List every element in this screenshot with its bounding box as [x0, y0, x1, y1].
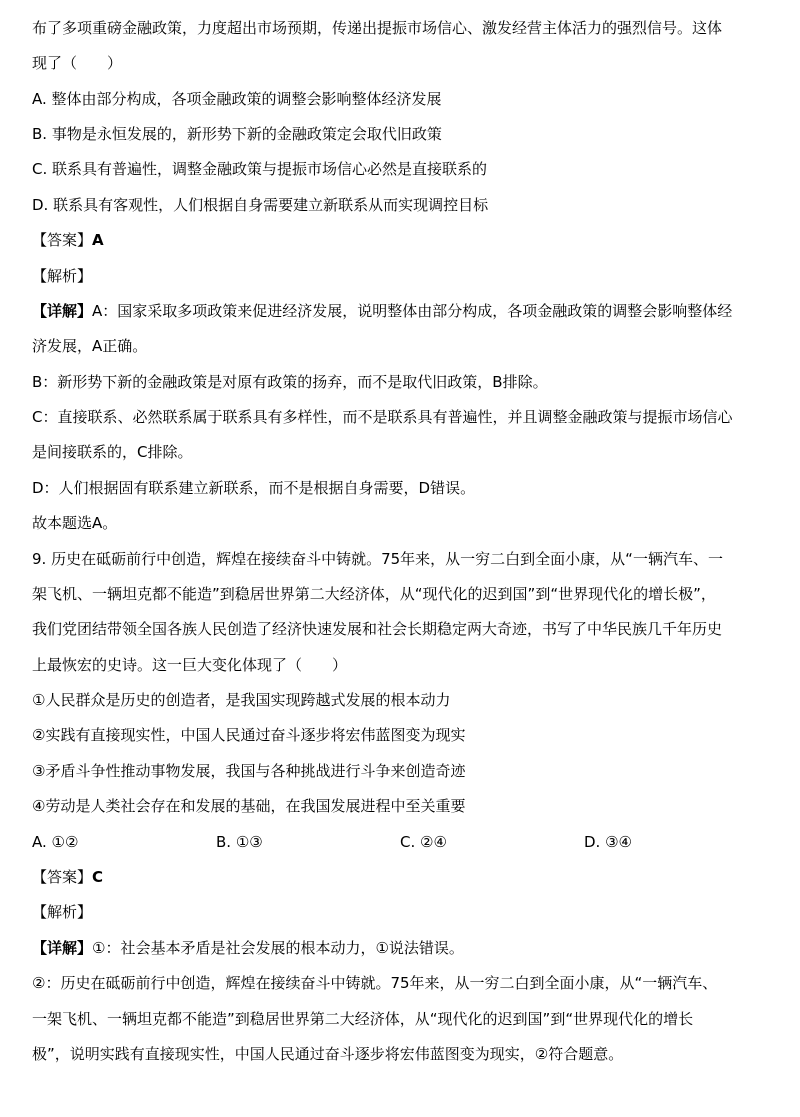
- q9-statement-2: ②实践有直接现实性，中国人民通过奋斗逐步将宏伟蓝图变为现实: [32, 726, 466, 744]
- q9-detail-text-1: ①：社会基本矛盾是社会发展的根本动力，①说法错误。: [92, 939, 464, 957]
- q9-choice-a: A. ①②: [32, 833, 79, 851]
- q9-statement-4: ④劳动是人类社会存在和发展的基础，在我国发展进程中至关重要: [32, 797, 466, 815]
- q9-stem-line-3: 我们党团结带领全国各族人民创造了经济快速发展和社会长期稳定两大奇迹，书写了中华民族几千年历史: [32, 620, 723, 638]
- q9-detail-line-4: 极”，说明实践有直接现实性，中国人民通过奋斗逐步将宏伟蓝图变为现实，②符合题意。: [32, 1045, 624, 1063]
- q8-option-b: B. 事物是永恒发展的，新形势下新的金融政策定会取代旧政策: [32, 125, 442, 143]
- q9-choice-c: C. ②④: [400, 833, 447, 851]
- q8-detail-line-3: B：新形势下新的金融政策是对原有政策的扬弃，而不是取代旧政策，B排除。: [32, 373, 548, 391]
- q9-answer-value: C: [92, 868, 104, 886]
- q8-option-a: A. 整体由部分构成，各项金融政策的调整会影响整体经济发展: [32, 90, 442, 108]
- q9-stem-line-4: 上最恢宏的史诗。这一巨大变化体现了（ ）: [32, 656, 348, 674]
- q9-statement-1: ①人民群众是历史的创造者，是我国实现跨越式发展的根本动力: [32, 691, 451, 709]
- q8-analysis-tag: 【解析】: [32, 267, 93, 285]
- q8-detail-text-1: A：国家采取多项政策来促进经济发展，说明整体由部分构成，各项金融政策的调整会影响整体经: [92, 302, 733, 320]
- q8-detail-tag: 【详解】: [32, 302, 93, 320]
- q9-choices: [32, 832, 772, 852]
- q8-option-d: D. 联系具有客观性，人们根据自身需要建立新联系从而实现调控目标: [32, 196, 489, 214]
- q9-detail-line-1: [32, 938, 780, 958]
- q8-answer-tag: 【答案】: [32, 231, 93, 249]
- q8-detail-line-6: D：人们根据固有联系建立新联系，而不是根据自身需要，D错误。: [32, 479, 476, 497]
- q9-detail-tag: 【详解】: [32, 939, 93, 957]
- q8-stem-line-2: 现了（ ）: [32, 54, 123, 72]
- q8-detail-line-1: [32, 301, 780, 321]
- q8-stem-line-1: 布了多项重磅金融政策，力度超出市场预期，传递出提振市场信心、激发经营主体活力的强烈信号。这体: [32, 19, 723, 37]
- q8-answer: [32, 230, 780, 250]
- q9-stem-line-1: 9. 历史在砥砺前行中创造，辉煌在接续奋斗中铸就。75年来，从一穷二白到全面小康，从“一辆汽车、一: [32, 550, 723, 568]
- q8-detail-line-5: 是间接联系的，C排除。: [32, 443, 193, 461]
- q9-choice-b: B. ①③: [216, 833, 263, 851]
- q9-choice-d: D. ③④: [584, 833, 632, 851]
- q9-stem-line-2: 架飞机、一辆坦克都不能造”到稳居世界第二大经济体，从“现代化的迟到国”到“世界现代化的增长极”，: [32, 585, 716, 603]
- q9-statement-3: ③矛盾斗争性推动事物发展，我国与各种挑战进行斗争来创造奇迹: [32, 762, 466, 780]
- q8-option-c: C. 联系具有普遍性，调整金融政策与提振市场信心必然是直接联系的: [32, 160, 488, 178]
- q9-answer-tag: 【答案】: [32, 868, 93, 886]
- q9-detail-line-2: ②：历史在砥砺前行中创造，辉煌在接续奋斗中铸就。75年来，从一穷二白到全面小康，从“一辆汽车、: [32, 974, 718, 992]
- q9-analysis-tag: 【解析】: [32, 903, 93, 921]
- q8-answer-value: A: [92, 231, 104, 249]
- q9-answer: [32, 867, 780, 887]
- q9-detail-line-3: 一架飞机、一辆坦克都不能造”到稳居世界第二大经济体，从“现代化的迟到国”到“世界现代化的增长: [32, 1010, 694, 1028]
- q8-detail-line-2: 济发展，A正确。: [32, 337, 148, 355]
- q8-conclusion: 故本题选A。: [32, 514, 118, 532]
- q8-detail-line-4: C：直接联系、必然联系属于联系具有多样性，而不是联系具有普遍性，并且调整金融政策与提振市场信心: [32, 408, 733, 426]
